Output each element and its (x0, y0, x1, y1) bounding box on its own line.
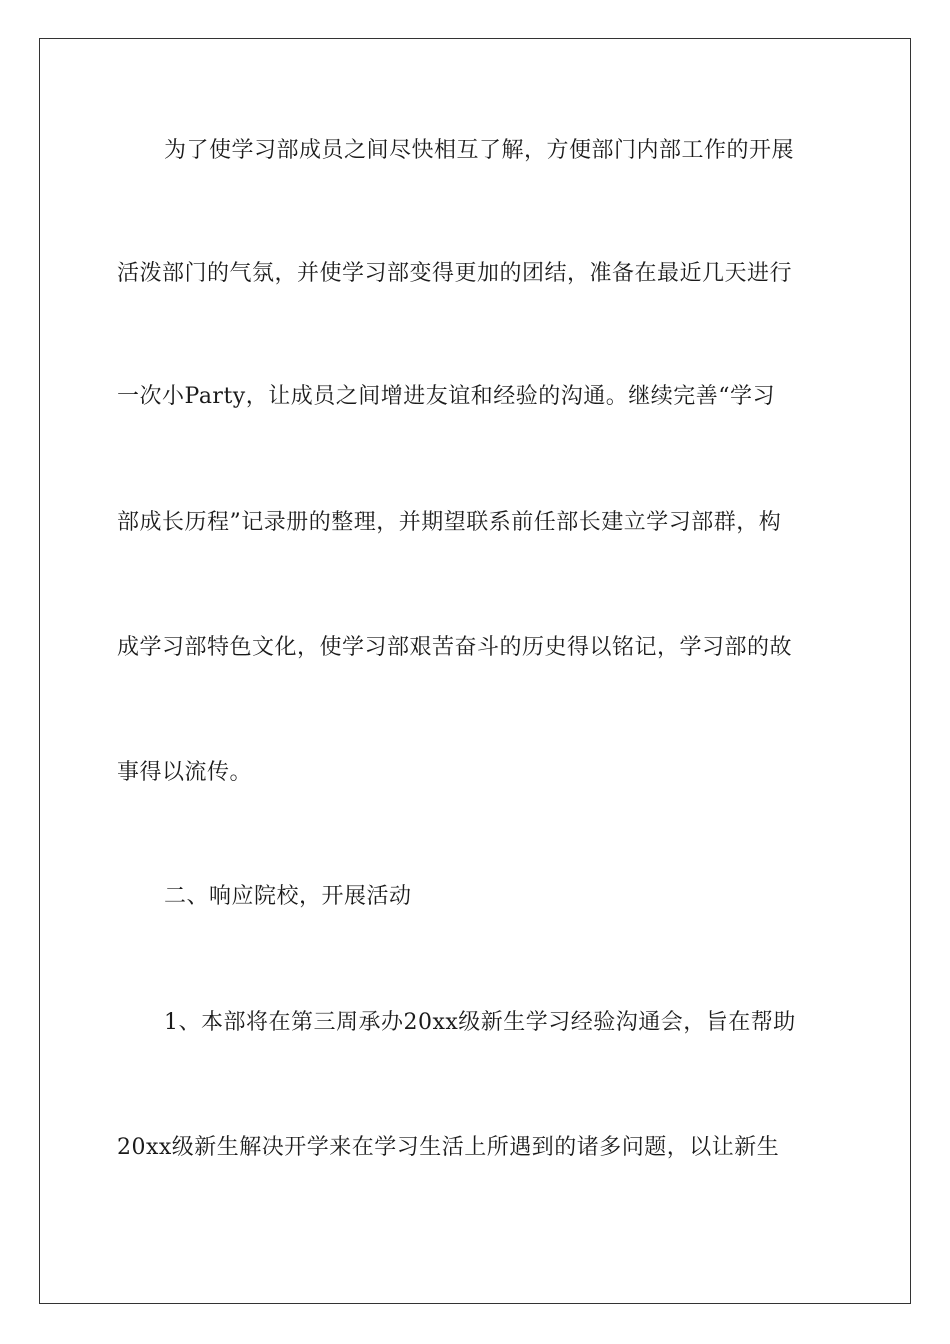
paragraph-1-line-2: 活泼部门的气氛，并使学习部变得更加的团结，准备在最近几天进行 (117, 261, 793, 286)
paragraph-1-line-3: 一次小Party，让成员之间增进友谊和经验的沟通。继续完善“学习 (117, 384, 775, 409)
page-border (39, 38, 911, 1304)
paragraph-1-line-4: 部成长历程”记录册的整理，并期望联系前任部长建立学习部群，构 (117, 510, 782, 535)
paragraph-2-line-1: 1、本部将在第三周承办20xx级新生学习经验沟通会，旨在帮助 (164, 1010, 796, 1035)
paragraph-1-line-5: 成学习部特色文化，使学习部艰苦奋斗的历史得以铭记，学习部的故 (117, 635, 793, 660)
paragraph-1-line-1: 为了使学习部成员之间尽快相互了解，方便部门内部工作的开展 (164, 138, 795, 163)
paragraph-1-line-6: 事得以流传。 (117, 760, 253, 785)
paragraph-2-line-2: 20xx级新生解决开学来在学习生活上所遇到的诸多问题，以让新生 (117, 1135, 780, 1160)
section-heading: 二、响应院校，开展活动 (164, 884, 412, 909)
